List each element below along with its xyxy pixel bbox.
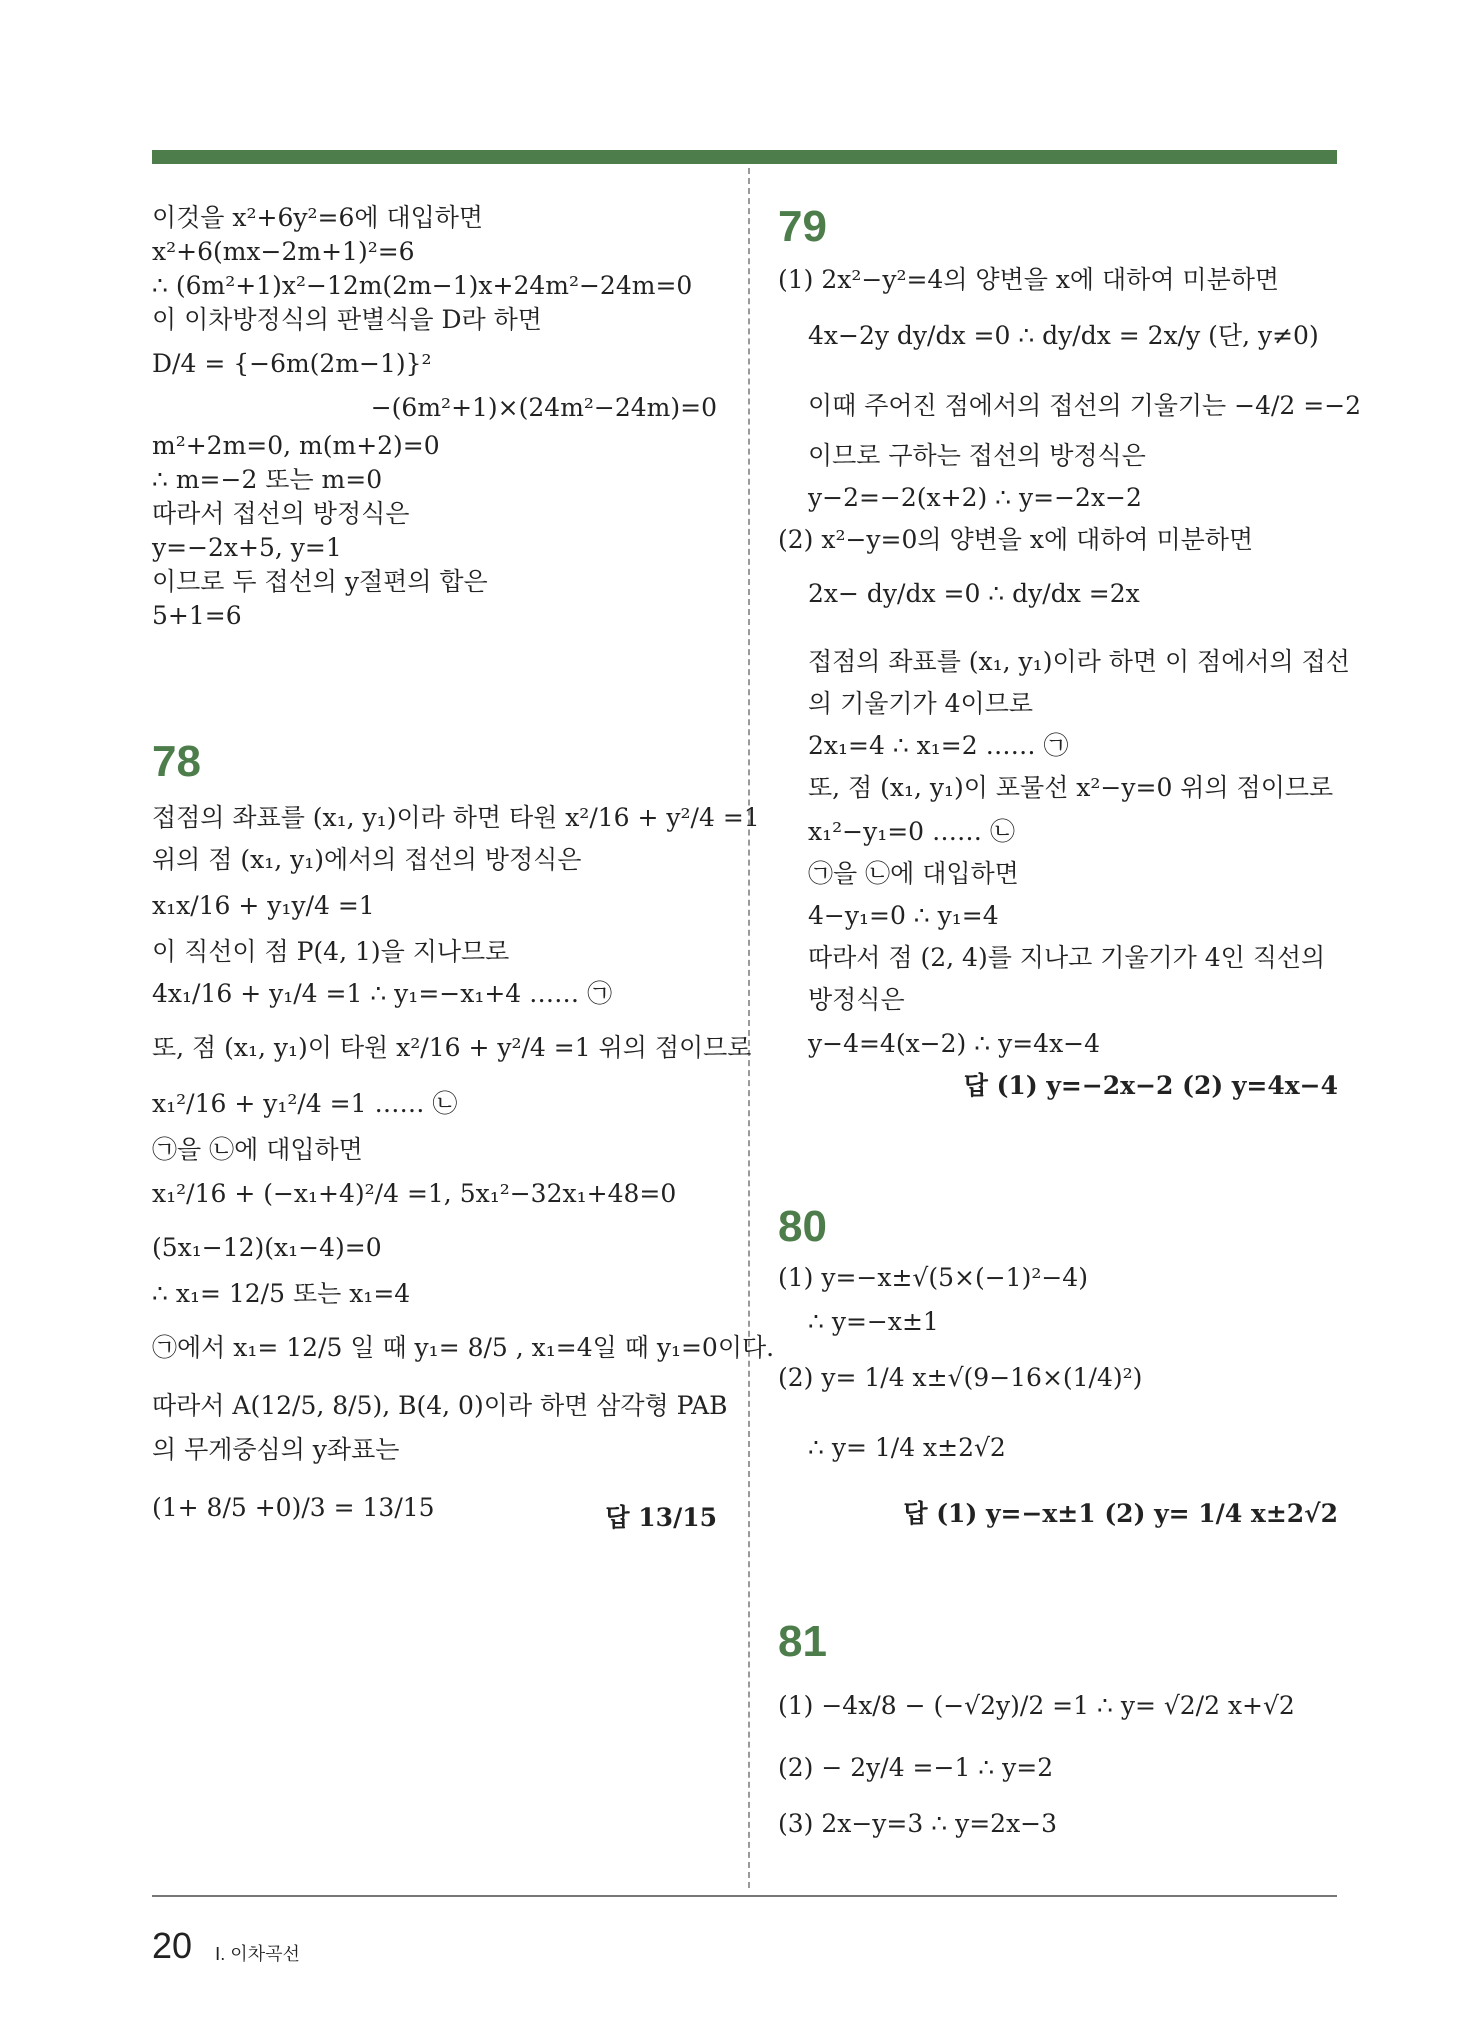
- problem-number-78: 78: [152, 737, 201, 786]
- text-line: y=−2x+5, y=1: [152, 533, 342, 562]
- text-line: 이 직선이 점 P(4, 1)을 지나므로: [152, 937, 510, 966]
- answer-78: 답 13/15: [605, 1503, 717, 1532]
- text-line: (1) 2x²−y²=4의 양변을 x에 대하여 미분하면: [778, 265, 1280, 294]
- text-line: 따라서 점 (2, 4)를 지나고 기울기가 4인 직선의: [808, 943, 1326, 972]
- text-line: 5+1=6: [152, 601, 242, 630]
- text-line: x₁²−y₁=0 …… ㉡: [808, 817, 1015, 846]
- text-line: ∴ (6m²+1)x²−12m(2m−1)x+24m²−24m=0: [152, 271, 693, 300]
- column-divider: [748, 168, 750, 1888]
- text-line: 4x₁/16 + y₁/4 =1 ∴ y₁=−x₁+4 …… ㉠: [152, 979, 613, 1008]
- section-title: Ⅰ. 이차곡선: [215, 1944, 300, 1964]
- problem-number-81: 81: [778, 1617, 827, 1666]
- text-line: (1) −4x/8 − (−√2y)/2 =1 ∴ y= √2/2 x+√2: [778, 1691, 1295, 1720]
- text-line: 2x− dy/dx =0 ∴ dy/dx =2x: [808, 579, 1140, 608]
- text-line: 의 기울기가 4이므로: [808, 689, 1033, 718]
- problem-number-80: 80: [778, 1202, 827, 1251]
- text-line: x₁²/16 + y₁²/4 =1 …… ㉡: [152, 1089, 458, 1118]
- text-line: (3) 2x−y=3 ∴ y=2x−3: [778, 1809, 1058, 1838]
- text-line: 의 무게중심의 y좌표는: [152, 1435, 400, 1464]
- page-number: 20: [152, 1925, 193, 1966]
- text-line: (1+ 8/5 +0)/3 = 13/15: [152, 1493, 435, 1522]
- text-line: ㉠에서 x₁= 12/5 일 때 y₁= 8/5 , x₁=4일 때 y₁=0이다.: [152, 1333, 775, 1362]
- text-line: 이때 주어진 점에서의 접선의 기울기는 −4/2 =−2: [808, 391, 1362, 420]
- text-line: x₁x/16 + y₁y/4 =1: [152, 891, 375, 920]
- footer-rule: [152, 1895, 1337, 1897]
- answer-79: 답 (1) y=−2x−2 (2) y=4x−4: [963, 1071, 1338, 1100]
- text-line: ㉠을 ㉡에 대입하면: [808, 859, 1019, 888]
- text-line: 위의 점 (x₁, y₁)에서의 접선의 방정식은: [152, 845, 582, 874]
- text-line: y−2=−2(x+2) ∴ y=−2x−2: [808, 483, 1142, 512]
- text-line: ∴ y= 1/4 x±2√2: [808, 1433, 1006, 1462]
- text-line: −(6m²+1)×(24m²−24m)=0: [370, 393, 717, 422]
- text-line: 4−y₁=0 ∴ y₁=4: [808, 901, 999, 930]
- text-line: ∴ y=−x±1: [808, 1307, 939, 1336]
- text-line: ㉠을 ㉡에 대입하면: [152, 1135, 363, 1164]
- problem-number-79: 79: [778, 202, 827, 251]
- text-line: x₁²/16 + (−x₁+4)²/4 =1, 5x₁²−32x₁+48=0: [152, 1179, 677, 1208]
- text-line: (2) x²−y=0의 양변을 x에 대하여 미분하면: [778, 525, 1254, 554]
- text-line: ∴ m=−2 또는 m=0: [152, 465, 383, 494]
- text-line: 따라서 접선의 방정식은: [152, 499, 410, 528]
- text-line: (5x₁−12)(x₁−4)=0: [152, 1233, 382, 1262]
- text-line: 이므로 두 접선의 y절편의 합은: [152, 567, 488, 596]
- text-line: x²+6(mx−2m+1)²=6: [152, 237, 415, 266]
- text-line: 따라서 A(12/5, 8/5), B(4, 0)이라 하면 삼각형 PAB: [152, 1391, 728, 1420]
- answer-80: 답 (1) y=−x±1 (2) y= 1/4 x±2√2: [903, 1499, 1338, 1528]
- text-line: 또, 점 (x₁, y₁)이 타원 x²/16 + y²/4 =1 위의 점이므로: [152, 1033, 752, 1062]
- text-line: 4x−2y dy/dx =0 ∴ dy/dx = 2x/y (단, y≠0): [808, 321, 1319, 350]
- text-line: m²+2m=0, m(m+2)=0: [152, 431, 440, 460]
- text-line: 2x₁=4 ∴ x₁=2 …… ㉠: [808, 731, 1069, 760]
- text-line: 방정식은: [808, 985, 905, 1014]
- text-line: 접점의 좌표를 (x₁, y₁)이라 하면 이 점에서의 접선: [808, 647, 1350, 676]
- text-line: 이 이차방정식의 판별식을 D라 하면: [152, 305, 542, 334]
- text-line: ∴ x₁= 12/5 또는 x₁=4: [152, 1279, 411, 1308]
- text-line: D/4 = {−6m(2m−1)}²: [152, 349, 432, 378]
- text-line: (2) − 2y/4 =−1 ∴ y=2: [778, 1753, 1054, 1782]
- text-line: y−4=4(x−2) ∴ y=4x−4: [808, 1029, 1101, 1058]
- text-line: 이므로 구하는 접선의 방정식은: [808, 441, 1146, 470]
- top-green-bar: [152, 150, 1337, 164]
- text-line: 접점의 좌표를 (x₁, y₁)이라 하면 타원 x²/16 + y²/4 =1: [152, 803, 760, 832]
- text-line: (1) y=−x±√(5×(−1)²−4): [778, 1263, 1088, 1292]
- text-line: 또, 점 (x₁, y₁)이 포물선 x²−y=0 위의 점이므로: [808, 773, 1334, 802]
- text-line: 이것을 x²+6y²=6에 대입하면: [152, 203, 484, 232]
- text-line: (2) y= 1/4 x±√(9−16×(1/4)²): [778, 1363, 1143, 1392]
